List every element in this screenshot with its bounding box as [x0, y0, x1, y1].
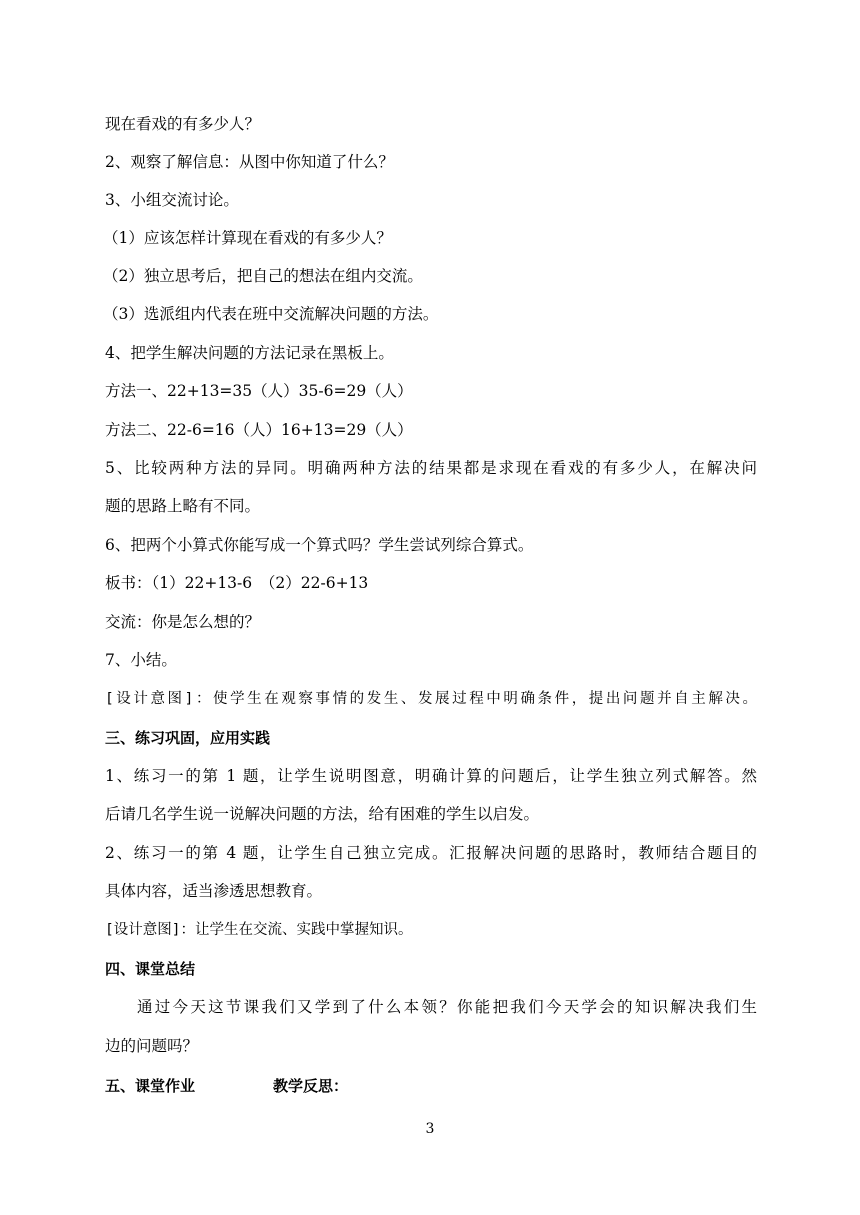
text-line: 题的思路上略有不同。	[105, 497, 261, 515]
text-line: 2、练习一的第 4 题，让学生自己独立完成。汇报解决问题的思路时，教师结合题目的	[105, 844, 757, 862]
text-line: 5、比较两种方法的异同。明确两种方法的结果都是求现在看戏的有多少人，在解决问	[105, 459, 757, 477]
text-line: 3、小组交流讨论。	[105, 191, 239, 209]
text-line: 板书：（1）22+13-6 （2）22-6+13	[105, 574, 369, 592]
text-line: 1、练习一的第 1 题，让学生说明图意，明确计算的问题后，让学生独立列式解答。然	[105, 767, 757, 785]
text-line: （2）独立思考后，把自己的想法在组内交流。	[103, 267, 423, 285]
design-intent-line: [设计意图]：让学生在交流、实践中掌握知识。	[105, 922, 413, 938]
text-line: 现在看戏的有多少人？	[105, 115, 261, 133]
text-line: 4、把学生解决问题的方法记录在黑板上。	[105, 344, 394, 362]
text-line: 方法二、22-6=16（人）16+13=29（人）	[105, 421, 413, 439]
text-line: （3）选派组内代表在班中交流解决问题的方法。	[103, 305, 439, 323]
text-line: 方法一、22+13=35（人）35-6=29（人）	[105, 382, 413, 400]
section-heading: 三、练习巩固，应用实践	[105, 729, 271, 747]
text-line: 边的问题吗？	[105, 1037, 199, 1055]
text-line: 2、观察了解信息：从图中你知道了什么？	[105, 153, 394, 171]
section-heading: 四、课堂总结	[105, 960, 196, 978]
text-line: 7、小结。	[105, 651, 177, 669]
page-number: 3	[425, 1121, 435, 1137]
reflection-heading: 教学反思：	[273, 1077, 349, 1095]
text-line: （1）应该怎样计算现在看戏的有多少人？	[103, 229, 392, 247]
text-line: 6、把两个小算式你能写成一个算式吗？学生尝试列综合算式。	[105, 536, 534, 554]
text-line: 通过今天这节课我们又学到了什么本领？你能把我们今天学会的知识解决我们生	[137, 998, 757, 1016]
text-line: 交流：你是怎么想的？	[105, 613, 261, 631]
design-intent-line: [设计意图]：使学生在观察事情的发生、发展过程中明确条件，提出问题并自主解决。	[105, 691, 757, 707]
text-line: 后请几名学生说一说解决问题的方法，给有困难的学生以启发。	[105, 805, 540, 823]
section-heading-row	[105, 1076, 348, 1096]
homework-heading: 五、课堂作业	[105, 1077, 196, 1095]
text-line: 具体内容，适当渗透思想教育。	[105, 882, 323, 900]
